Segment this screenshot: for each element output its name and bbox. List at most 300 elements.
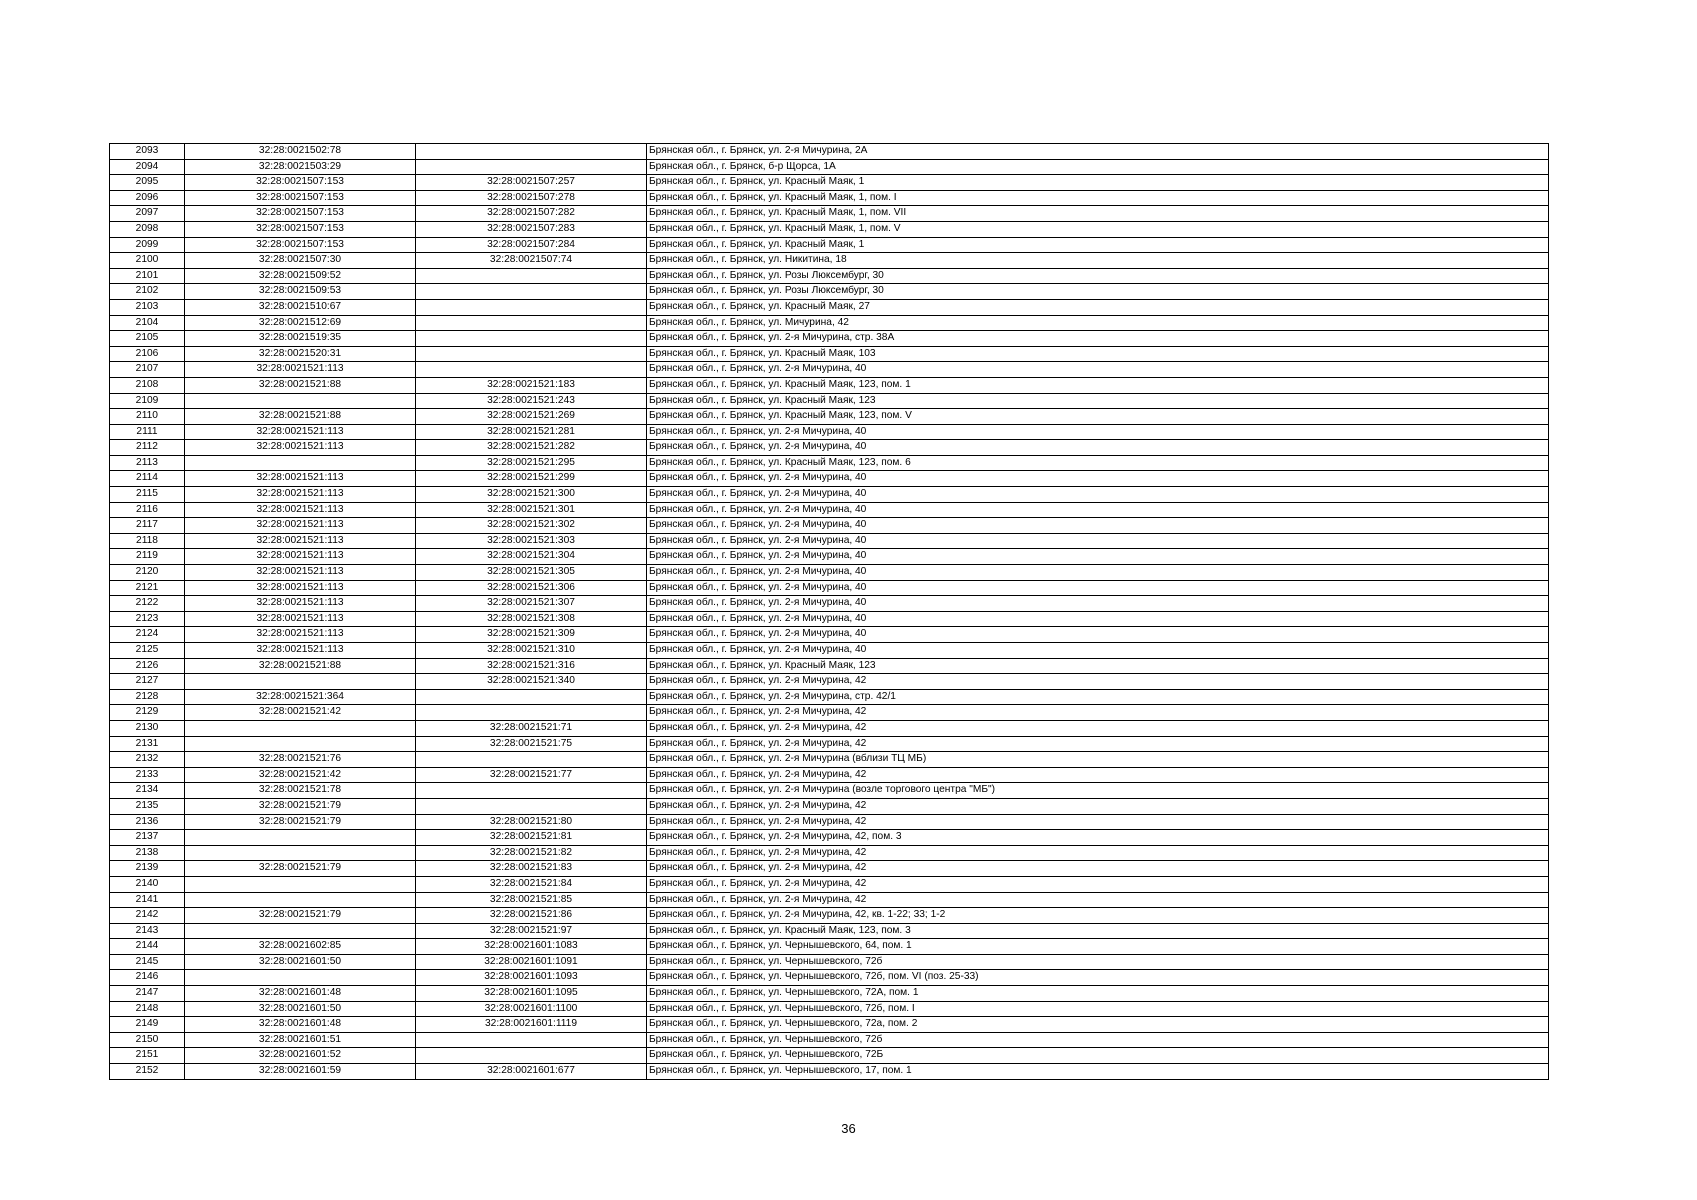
address-cell: Брянская обл., г. Брянск, ул. Никитина, 18	[647, 253, 1549, 269]
row-number-cell: 2119	[110, 549, 185, 565]
address-cell: Брянская обл., г. Брянск, ул. 2-я Мичурина, 42, кв. 1-22; 33; 1-2	[647, 908, 1549, 924]
cadastral-number-cell: 32:28:0021601:52	[185, 1048, 416, 1064]
table-row	[110, 159, 1549, 175]
object-cadastral-number-cell: 32:28:0021521:304	[416, 549, 647, 565]
address-cell: Брянская обл., г. Брянск, ул. Красный Маяк, 1, пом. V	[647, 221, 1549, 237]
address-cell: Брянская обл., г. Брянск, ул. 2-я Мичурина, 42	[647, 798, 1549, 814]
cadastral-number-cell: 32:28:0021507:153	[185, 221, 416, 237]
table-row	[110, 1064, 1549, 1080]
table-row	[110, 1032, 1549, 1048]
object-cadastral-number-cell	[416, 346, 647, 362]
address-cell: Брянская обл., г. Брянск, ул. Чернышевского, 17, пом. 1	[647, 1064, 1549, 1080]
row-number-cell: 2134	[110, 783, 185, 799]
row-number-cell: 2111	[110, 424, 185, 440]
cadastral-number-cell	[185, 736, 416, 752]
object-cadastral-number-cell: 32:28:0021521:97	[416, 923, 647, 939]
object-cadastral-number-cell	[416, 144, 647, 160]
table-row	[110, 939, 1549, 955]
row-number-cell: 2136	[110, 814, 185, 830]
address-cell: Брянская обл., г. Брянск, ул. 2-я Мичурина, 40	[647, 565, 1549, 581]
cadastral-number-cell: 32:28:0021507:153	[185, 175, 416, 191]
cadastral-number-cell: 32:28:0021602:85	[185, 939, 416, 955]
address-cell: Брянская обл., г. Брянск, ул. 2-я Мичурина, стр. 38А	[647, 331, 1549, 347]
table-row	[110, 908, 1549, 924]
cadastral-number-cell: 32:28:0021507:30	[185, 253, 416, 269]
address-cell: Брянская обл., г. Брянск, ул. Чернышевского, 72б	[647, 1032, 1549, 1048]
row-number-cell: 2097	[110, 206, 185, 222]
address-cell: Брянская обл., г. Брянск, ул. 2-я Мичурина, 42	[647, 861, 1549, 877]
cadastral-number-cell: 32:28:0021521:113	[185, 611, 416, 627]
table-row	[110, 471, 1549, 487]
object-cadastral-number-cell: 32:28:0021601:1093	[416, 970, 647, 986]
table-row	[110, 752, 1549, 768]
row-number-cell: 2096	[110, 190, 185, 206]
table-row	[110, 393, 1549, 409]
address-cell: Брянская обл., г. Брянск, ул. Чернышевского, 72А, пом. 1	[647, 986, 1549, 1002]
address-cell: Брянская обл., г. Брянск, ул. 2-я Мичурина, 2А	[647, 144, 1549, 160]
object-cadastral-number-cell: 32:28:0021521:340	[416, 674, 647, 690]
object-cadastral-number-cell: 32:28:0021507:74	[416, 253, 647, 269]
address-cell: Брянская обл., г. Брянск, ул. Чернышевского, 64, пом. 1	[647, 939, 1549, 955]
cadastral-number-cell: 32:28:0021509:52	[185, 268, 416, 284]
address-cell: Брянская обл., г. Брянск, ул. 2-я Мичурина, 42	[647, 814, 1549, 830]
object-cadastral-number-cell: 32:28:0021521:281	[416, 424, 647, 440]
table-row	[110, 798, 1549, 814]
object-cadastral-number-cell	[416, 299, 647, 315]
cadastral-number-cell: 32:28:0021521:88	[185, 658, 416, 674]
row-number-cell: 2112	[110, 440, 185, 456]
table-row	[110, 518, 1549, 534]
register-sheet	[109, 143, 1549, 1080]
row-number-cell: 2146	[110, 970, 185, 986]
object-cadastral-number-cell: 32:28:0021507:283	[416, 221, 647, 237]
table-row	[110, 206, 1549, 222]
address-cell: Брянская обл., г. Брянск, ул. Красный Маяк, 123	[647, 658, 1549, 674]
address-cell: Брянская обл., г. Брянск, ул. 2-я Мичурина, 42	[647, 892, 1549, 908]
cadastral-number-cell: 32:28:0021521:113	[185, 440, 416, 456]
object-cadastral-number-cell: 32:28:0021521:80	[416, 814, 647, 830]
table-row	[110, 1017, 1549, 1033]
cadastral-number-cell	[185, 720, 416, 736]
object-cadastral-number-cell: 32:28:0021521:303	[416, 533, 647, 549]
table-row	[110, 502, 1549, 518]
table-row	[110, 954, 1549, 970]
object-cadastral-number-cell	[416, 783, 647, 799]
row-number-cell: 2140	[110, 876, 185, 892]
cadastral-number-cell: 32:28:0021521:113	[185, 580, 416, 596]
object-cadastral-number-cell: 32:28:0021521:316	[416, 658, 647, 674]
cadastral-number-cell: 32:28:0021521:113	[185, 549, 416, 565]
address-cell: Брянская обл., г. Брянск, ул. Красный Маяк, 1	[647, 237, 1549, 253]
cadastral-number-cell: 32:28:0021507:153	[185, 206, 416, 222]
row-number-cell: 2105	[110, 331, 185, 347]
cadastral-number-cell: 32:28:0021507:153	[185, 190, 416, 206]
object-cadastral-number-cell: 32:28:0021521:81	[416, 830, 647, 846]
address-cell: Брянская обл., г. Брянск, ул. Красный Маяк, 123	[647, 393, 1549, 409]
row-number-cell: 2114	[110, 471, 185, 487]
address-cell: Брянская обл., г. Брянск, ул. 2-я Мичурина, 40	[647, 471, 1549, 487]
object-cadastral-number-cell: 32:28:0021507:282	[416, 206, 647, 222]
table-row	[110, 830, 1549, 846]
table-row	[110, 487, 1549, 503]
address-cell: Брянская обл., г. Брянск, ул. 2-я Мичурина, 40	[647, 611, 1549, 627]
cadastral-number-cell: 32:28:0021601:48	[185, 1017, 416, 1033]
cadastral-number-cell: 32:28:0021521:113	[185, 627, 416, 643]
table-row	[110, 533, 1549, 549]
table-row	[110, 736, 1549, 752]
cadastral-number-cell: 32:28:0021601:59	[185, 1064, 416, 1080]
table-row	[110, 627, 1549, 643]
row-number-cell: 2133	[110, 767, 185, 783]
address-cell: Брянская обл., г. Брянск, ул. Чернышевского, 72Б	[647, 1048, 1549, 1064]
table-row	[110, 221, 1549, 237]
object-cadastral-number-cell	[416, 705, 647, 721]
object-cadastral-number-cell: 32:28:0021521:302	[416, 518, 647, 534]
table-row	[110, 767, 1549, 783]
cadastral-number-cell: 32:28:0021521:113	[185, 502, 416, 518]
cadastral-number-cell	[185, 845, 416, 861]
cadastral-number-cell: 32:28:0021502:78	[185, 144, 416, 160]
address-cell: Брянская обл., г. Брянск, ул. 2-я Мичурина, 42	[647, 845, 1549, 861]
table-row	[110, 331, 1549, 347]
table-row	[110, 237, 1549, 253]
cadastral-number-cell: 32:28:0021521:79	[185, 861, 416, 877]
row-number-cell: 2102	[110, 284, 185, 300]
object-cadastral-number-cell	[416, 362, 647, 378]
row-number-cell: 2125	[110, 643, 185, 659]
table-row	[110, 986, 1549, 1002]
row-number-cell: 2107	[110, 362, 185, 378]
address-cell: Брянская обл., г. Брянск, ул. 2-я Мичурина, 42, пом. 3	[647, 830, 1549, 846]
table-row	[110, 424, 1549, 440]
table-row	[110, 970, 1549, 986]
row-number-cell: 2128	[110, 689, 185, 705]
cadastral-number-cell: 32:28:0021521:78	[185, 783, 416, 799]
row-number-cell: 2099	[110, 237, 185, 253]
row-number-cell: 2118	[110, 533, 185, 549]
address-cell: Брянская обл., г. Брянск, ул. Красный Маяк, 1	[647, 175, 1549, 191]
row-number-cell: 2126	[110, 658, 185, 674]
row-number-cell: 2127	[110, 674, 185, 690]
table-row	[110, 845, 1549, 861]
cadastral-number-cell	[185, 923, 416, 939]
cadastral-number-cell: 32:28:0021521:79	[185, 814, 416, 830]
address-cell: Брянская обл., г. Брянск, ул. 2-я Мичурина, 40	[647, 643, 1549, 659]
register-body	[110, 144, 1549, 1080]
table-row	[110, 455, 1549, 471]
object-cadastral-number-cell: 32:28:0021521:307	[416, 596, 647, 612]
row-number-cell: 2095	[110, 175, 185, 191]
table-row	[110, 580, 1549, 596]
object-cadastral-number-cell: 32:28:0021521:306	[416, 580, 647, 596]
object-cadastral-number-cell	[416, 752, 647, 768]
table-row	[110, 611, 1549, 627]
object-cadastral-number-cell: 32:28:0021521:301	[416, 502, 647, 518]
cadastral-number-cell	[185, 892, 416, 908]
row-number-cell: 2144	[110, 939, 185, 955]
row-number-cell: 2124	[110, 627, 185, 643]
cadastral-number-cell: 32:28:0021521:113	[185, 487, 416, 503]
object-cadastral-number-cell	[416, 315, 647, 331]
object-cadastral-number-cell	[416, 284, 647, 300]
address-cell: Брянская обл., г. Брянск, ул. 2-я Мичурина, 40	[647, 440, 1549, 456]
row-number-cell: 2108	[110, 377, 185, 393]
row-number-cell: 2120	[110, 565, 185, 581]
cadastral-number-cell: 32:28:0021509:53	[185, 284, 416, 300]
table-row	[110, 144, 1549, 160]
address-cell: Брянская обл., г. Брянск, ул. Красный Маяк, 103	[647, 346, 1549, 362]
address-cell: Брянская обл., г. Брянск, ул. Чернышевского, 72б	[647, 954, 1549, 970]
row-number-cell: 2115	[110, 487, 185, 503]
object-cadastral-number-cell: 32:28:0021601:677	[416, 1064, 647, 1080]
cadastral-number-cell: 32:28:0021521:113	[185, 471, 416, 487]
object-cadastral-number-cell: 32:28:0021601:1091	[416, 954, 647, 970]
object-cadastral-number-cell: 32:28:0021521:300	[416, 487, 647, 503]
address-cell: Брянская обл., г. Брянск, ул. Розы Люксембург, 30	[647, 284, 1549, 300]
row-number-cell: 2104	[110, 315, 185, 331]
table-row	[110, 253, 1549, 269]
address-cell: Брянская обл., г. Брянск, б-р Щорса, 1А	[647, 159, 1549, 175]
table-row	[110, 175, 1549, 191]
cadastral-number-cell: 32:28:0021601:50	[185, 1001, 416, 1017]
row-number-cell: 2103	[110, 299, 185, 315]
address-cell: Брянская обл., г. Брянск, ул. 2-я Мичурина, стр. 42/1	[647, 689, 1549, 705]
object-cadastral-number-cell: 32:28:0021521:84	[416, 876, 647, 892]
cadastral-number-cell: 32:28:0021503:29	[185, 159, 416, 175]
table-row	[110, 377, 1549, 393]
cadastral-number-cell: 32:28:0021521:88	[185, 377, 416, 393]
table-row	[110, 923, 1549, 939]
address-cell: Брянская обл., г. Брянск, ул. Красный Маяк, 1, пом. I	[647, 190, 1549, 206]
object-cadastral-number-cell: 32:28:0021521:269	[416, 409, 647, 425]
address-cell: Брянская обл., г. Брянск, ул. 2-я Мичурина (возле торгового центра "МБ")	[647, 783, 1549, 799]
table-row	[110, 814, 1549, 830]
cadastral-number-cell: 32:28:0021521:113	[185, 362, 416, 378]
table-row	[110, 876, 1549, 892]
object-cadastral-number-cell	[416, 1032, 647, 1048]
row-number-cell: 2149	[110, 1017, 185, 1033]
object-cadastral-number-cell	[416, 689, 647, 705]
row-number-cell: 2101	[110, 268, 185, 284]
address-cell: Брянская обл., г. Брянск, ул. Красный Маяк, 123, пом. V	[647, 409, 1549, 425]
address-cell: Брянская обл., г. Брянск, ул. Красный Маяк, 123, пом. 6	[647, 455, 1549, 471]
cadastral-number-cell	[185, 830, 416, 846]
address-cell: Брянская обл., г. Брянск, ул. 2-я Мичурина, 40	[647, 362, 1549, 378]
address-cell: Брянская обл., г. Брянск, ул. Розы Люксембург, 30	[647, 268, 1549, 284]
object-cadastral-number-cell	[416, 1048, 647, 1064]
object-cadastral-number-cell: 32:28:0021521:183	[416, 377, 647, 393]
row-number-cell: 2145	[110, 954, 185, 970]
row-number-cell: 2130	[110, 720, 185, 736]
table-row	[110, 409, 1549, 425]
cadastral-number-cell: 32:28:0021601:51	[185, 1032, 416, 1048]
cadastral-number-cell	[185, 393, 416, 409]
address-cell: Брянская обл., г. Брянск, ул. 2-я Мичурина, 40	[647, 424, 1549, 440]
cadastral-number-cell: 32:28:0021521:113	[185, 565, 416, 581]
address-cell: Брянская обл., г. Брянск, ул. 2-я Мичурина, 42	[647, 705, 1549, 721]
cadastral-number-cell	[185, 876, 416, 892]
table-row	[110, 440, 1549, 456]
object-cadastral-number-cell: 32:28:0021521:75	[416, 736, 647, 752]
address-cell: Брянская обл., г. Брянск, ул. 2-я Мичурина, 40	[647, 627, 1549, 643]
address-cell: Брянская обл., г. Брянск, ул. Красный Маяк, 27	[647, 299, 1549, 315]
object-cadastral-number-cell: 32:28:0021521:243	[416, 393, 647, 409]
cadastral-number-cell: 32:28:0021521:113	[185, 533, 416, 549]
address-cell: Брянская обл., г. Брянск, ул. 2-я Мичурина, 42	[647, 736, 1549, 752]
table-row	[110, 705, 1549, 721]
table-row	[110, 720, 1549, 736]
row-number-cell: 2110	[110, 409, 185, 425]
row-number-cell: 2151	[110, 1048, 185, 1064]
address-cell: Брянская обл., г. Брянск, ул. Красный Маяк, 123, пом. 1	[647, 377, 1549, 393]
row-number-cell: 2113	[110, 455, 185, 471]
row-number-cell: 2109	[110, 393, 185, 409]
address-cell: Брянская обл., г. Брянск, ул. 2-я Мичурина, 40	[647, 518, 1549, 534]
address-cell: Брянская обл., г. Брянск, ул. 2-я Мичурина, 40	[647, 549, 1549, 565]
object-cadastral-number-cell: 32:28:0021521:309	[416, 627, 647, 643]
row-number-cell: 2135	[110, 798, 185, 814]
row-number-cell: 2147	[110, 986, 185, 1002]
row-number-cell: 2131	[110, 736, 185, 752]
table-row	[110, 861, 1549, 877]
register-table	[109, 143, 1549, 1080]
cadastral-number-cell: 32:28:0021521:79	[185, 798, 416, 814]
table-row	[110, 268, 1549, 284]
object-cadastral-number-cell: 32:28:0021521:86	[416, 908, 647, 924]
cadastral-number-cell	[185, 455, 416, 471]
address-cell: Брянская обл., г. Брянск, ул. Мичурина, 42	[647, 315, 1549, 331]
cadastral-number-cell: 32:28:0021601:48	[185, 986, 416, 1002]
cadastral-number-cell: 32:28:0021521:42	[185, 767, 416, 783]
object-cadastral-number-cell: 32:28:0021507:284	[416, 237, 647, 253]
cadastral-number-cell: 32:28:0021520:31	[185, 346, 416, 362]
row-number-cell: 2141	[110, 892, 185, 908]
object-cadastral-number-cell: 32:28:0021521:77	[416, 767, 647, 783]
row-number-cell: 2129	[110, 705, 185, 721]
cadastral-number-cell	[185, 674, 416, 690]
table-row	[110, 284, 1549, 300]
table-row	[110, 315, 1549, 331]
row-number-cell: 2123	[110, 611, 185, 627]
cadastral-number-cell: 32:28:0021521:113	[185, 518, 416, 534]
address-cell: Брянская обл., г. Брянск, ул. Чернышевского, 72б, пом. I	[647, 1001, 1549, 1017]
cadastral-number-cell: 32:28:0021521:88	[185, 409, 416, 425]
cadastral-number-cell: 32:28:0021521:42	[185, 705, 416, 721]
cadastral-number-cell: 32:28:0021521:76	[185, 752, 416, 768]
table-row	[110, 549, 1549, 565]
address-cell: Брянская обл., г. Брянск, ул. Чернышевского, 72б, пом. VI (поз. 25-33)	[647, 970, 1549, 986]
object-cadastral-number-cell	[416, 159, 647, 175]
cadastral-number-cell: 32:28:0021512:69	[185, 315, 416, 331]
table-row	[110, 674, 1549, 690]
object-cadastral-number-cell: 32:28:0021521:71	[416, 720, 647, 736]
row-number-cell: 2137	[110, 830, 185, 846]
row-number-cell: 2093	[110, 144, 185, 160]
address-cell: Брянская обл., г. Брянск, ул. 2-я Мичурина, 40	[647, 533, 1549, 549]
table-row	[110, 1048, 1549, 1064]
object-cadastral-number-cell: 32:28:0021521:308	[416, 611, 647, 627]
address-cell: Брянская обл., г. Брянск, ул. Чернышевского, 72а, пом. 2	[647, 1017, 1549, 1033]
row-number-cell: 2121	[110, 580, 185, 596]
table-row	[110, 689, 1549, 705]
object-cadastral-number-cell: 32:28:0021601:1100	[416, 1001, 647, 1017]
cadastral-number-cell: 32:28:0021601:50	[185, 954, 416, 970]
cadastral-number-cell	[185, 970, 416, 986]
object-cadastral-number-cell: 32:28:0021521:310	[416, 643, 647, 659]
object-cadastral-number-cell: 32:28:0021521:82	[416, 845, 647, 861]
address-cell: Брянская обл., г. Брянск, ул. 2-я Мичурина, 42	[647, 876, 1549, 892]
row-number-cell: 2100	[110, 253, 185, 269]
row-number-cell: 2152	[110, 1064, 185, 1080]
row-number-cell: 2150	[110, 1032, 185, 1048]
object-cadastral-number-cell: 32:28:0021521:282	[416, 440, 647, 456]
object-cadastral-number-cell: 32:28:0021601:1095	[416, 986, 647, 1002]
row-number-cell: 2148	[110, 1001, 185, 1017]
table-row	[110, 658, 1549, 674]
address-cell: Брянская обл., г. Брянск, ул. 2-я Мичурина, 42	[647, 674, 1549, 690]
address-cell: Брянская обл., г. Брянск, ул. 2-я Мичурина, 42	[647, 767, 1549, 783]
address-cell: Брянская обл., г. Брянск, ул. 2-я Мичурина, 40	[647, 487, 1549, 503]
object-cadastral-number-cell: 32:28:0021521:299	[416, 471, 647, 487]
object-cadastral-number-cell: 32:28:0021521:85	[416, 892, 647, 908]
page-number: 36	[841, 1121, 856, 1136]
cadastral-number-cell: 32:28:0021521:364	[185, 689, 416, 705]
table-row	[110, 346, 1549, 362]
table-row	[110, 596, 1549, 612]
object-cadastral-number-cell: 32:28:0021521:305	[416, 565, 647, 581]
cadastral-number-cell: 32:28:0021521:113	[185, 596, 416, 612]
object-cadastral-number-cell: 32:28:0021601:1119	[416, 1017, 647, 1033]
address-cell: Брянская обл., г. Брянск, ул. 2-я Мичурина, 40	[647, 596, 1549, 612]
address-cell: Брянская обл., г. Брянск, ул. 2-я Мичурина, 40	[647, 502, 1549, 518]
object-cadastral-number-cell: 32:28:0021521:83	[416, 861, 647, 877]
row-number-cell: 2122	[110, 596, 185, 612]
address-cell: Брянская обл., г. Брянск, ул. Красный Маяк, 1, пом. VII	[647, 206, 1549, 222]
row-number-cell: 2139	[110, 861, 185, 877]
cadastral-number-cell: 32:28:0021521:79	[185, 908, 416, 924]
object-cadastral-number-cell: 32:28:0021507:278	[416, 190, 647, 206]
table-row	[110, 643, 1549, 659]
row-number-cell: 2098	[110, 221, 185, 237]
address-cell: Брянская обл., г. Брянск, ул. 2-я Мичурина (вблизи ТЦ МБ)	[647, 752, 1549, 768]
cadastral-number-cell: 32:28:0021510:67	[185, 299, 416, 315]
table-row	[110, 362, 1549, 378]
address-cell: Брянская обл., г. Брянск, ул. 2-я Мичурина, 40	[647, 580, 1549, 596]
object-cadastral-number-cell	[416, 798, 647, 814]
cadastral-number-cell: 32:28:0021519:35	[185, 331, 416, 347]
row-number-cell: 2094	[110, 159, 185, 175]
table-row	[110, 892, 1549, 908]
row-number-cell: 2106	[110, 346, 185, 362]
table-row	[110, 299, 1549, 315]
cadastral-number-cell: 32:28:0021507:153	[185, 237, 416, 253]
row-number-cell: 2116	[110, 502, 185, 518]
object-cadastral-number-cell	[416, 331, 647, 347]
row-number-cell: 2117	[110, 518, 185, 534]
row-number-cell: 2142	[110, 908, 185, 924]
address-cell: Брянская обл., г. Брянск, ул. 2-я Мичурина, 42	[647, 720, 1549, 736]
cadastral-number-cell: 32:28:0021521:113	[185, 643, 416, 659]
table-row	[110, 565, 1549, 581]
object-cadastral-number-cell: 32:28:0021521:295	[416, 455, 647, 471]
object-cadastral-number-cell	[416, 268, 647, 284]
table-row	[110, 1001, 1549, 1017]
table-row	[110, 190, 1549, 206]
address-cell: Брянская обл., г. Брянск, ул. Красный Маяк, 123, пом. 3	[647, 923, 1549, 939]
table-row	[110, 783, 1549, 799]
object-cadastral-number-cell: 32:28:0021507:257	[416, 175, 647, 191]
row-number-cell: 2138	[110, 845, 185, 861]
